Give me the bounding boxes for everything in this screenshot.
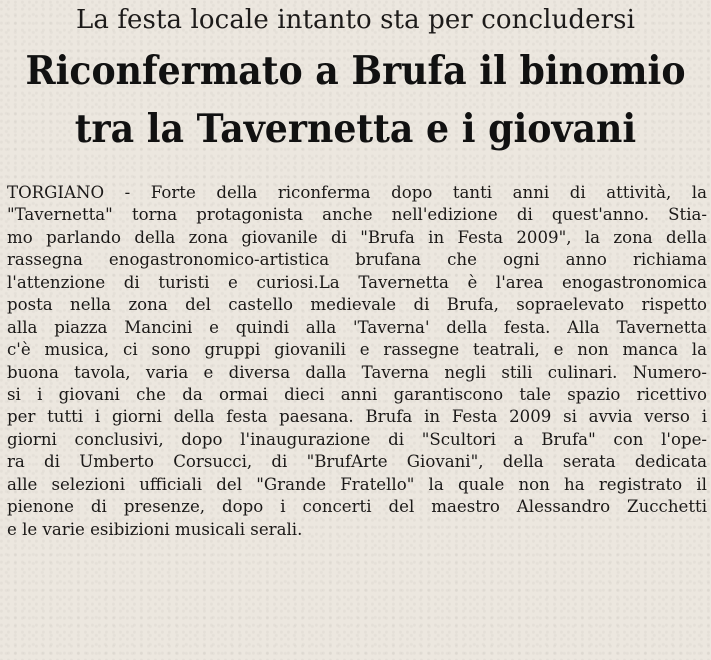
body-line: ra di Umberto Corsucci, di "BrufArte Giovani", della serata dedicata (7, 452, 707, 472)
body-line: buona tavola, varia e diversa dalla Taverna negli stili culinari. Numero- (7, 362, 707, 382)
body-line: mo parlando della zona giovanile di "Brufa in Festa 2009", la zona della (7, 227, 707, 247)
body-line: e le varie esibizioni musicali serali. (7, 519, 303, 539)
article-headline-line-1: Riconfermato a Brufa il binomio (25, 48, 686, 94)
article-headline-line-2: tra la Tavernetta e i giovani (74, 106, 637, 152)
article-body (7, 182, 707, 541)
body-line: si i giovani che da ormai dieci anni garantiscono tale spazio ricettivo (7, 384, 707, 404)
body-line: alla piazza Mancini e quindi alla 'Taverna' della festa. Alla Tavernetta (7, 317, 707, 337)
body-line: c'è musica, ci sono gruppi giovanili e rassegne teatrali, e non manca la (7, 340, 707, 360)
article-kicker: La festa locale intanto sta per concludersi (76, 5, 635, 35)
body-line: giorni conclusivi, dopo l'inaugurazione di "Scultori a Brufa" con l'ope- (7, 429, 707, 449)
body-line: "Tavernetta" torna protagonista anche nell'edizione di quest'anno. Stia- (7, 205, 707, 225)
body-line: per tutti i giorni della festa paesana. Brufa in Festa 2009 si avvia verso i (7, 407, 707, 427)
body-line: TORGIANO - Forte della riconferma dopo tanti anni di attività, la (7, 183, 707, 202)
body-line: pienone di presenze, dopo i concerti del maestro Alessandro Zucchetti (7, 497, 707, 517)
body-line: posta nella zona del castello medievale di Brufa, sopraelevato rispetto (7, 295, 707, 315)
body-line: l'attenzione di turisti e curiosi.La Tavernetta è l'area enogastronomica (7, 272, 707, 292)
body-line: rassegna enogastronomico-artistica brufana che ogni anno richiama (7, 250, 707, 270)
body-line: alle selezioni ufficiali del "Grande Fratello" la quale non ha registrato il (7, 474, 707, 494)
